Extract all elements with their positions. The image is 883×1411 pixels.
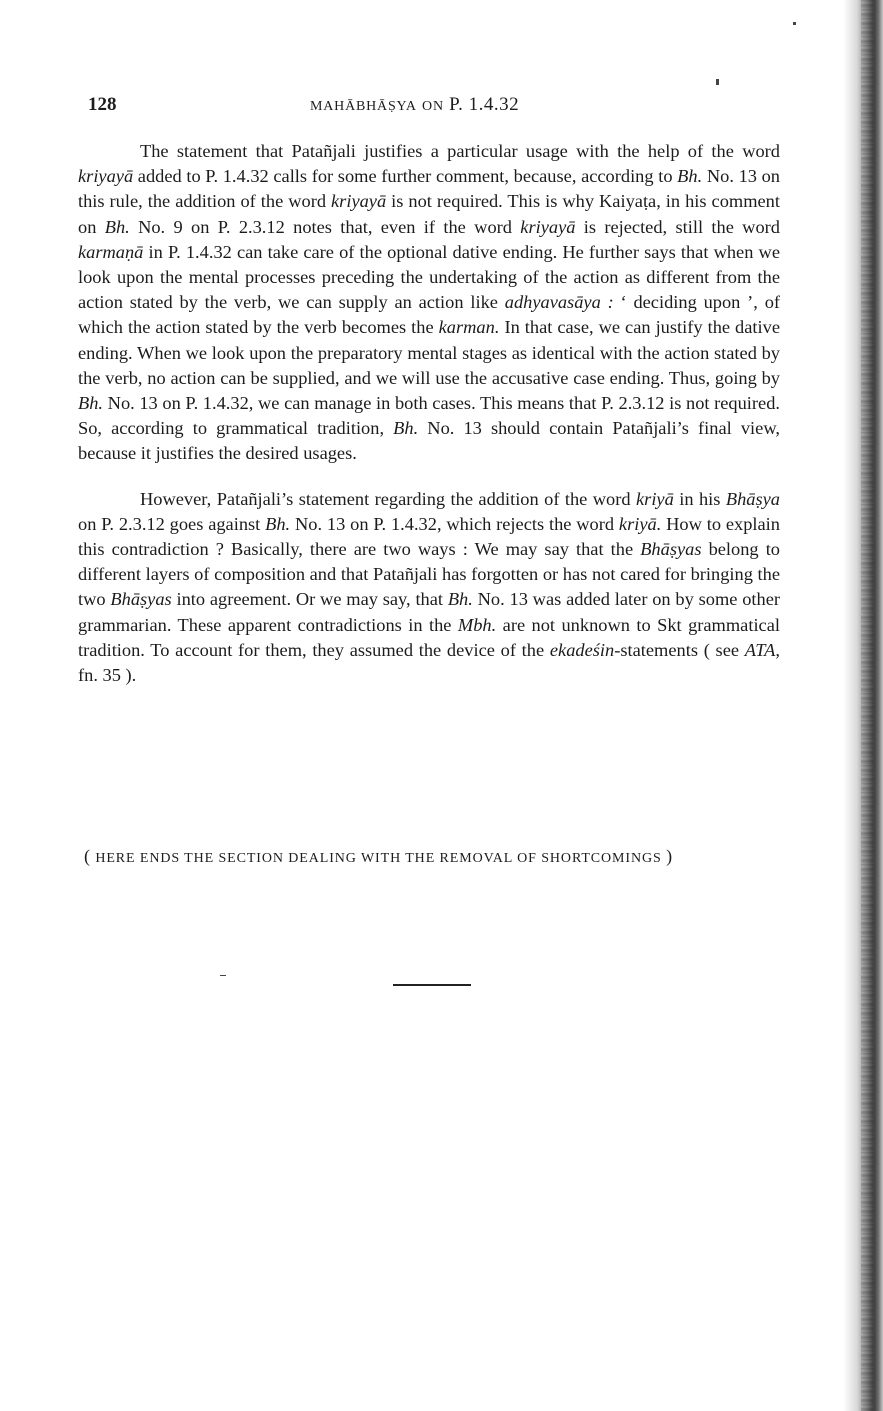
- text-run: are not unknown to Skt grammatical tradition. To account for them, they assumed the device of the: [78, 614, 780, 660]
- page-number: 128: [88, 94, 117, 115]
- text-run: No. 13 on P. 1.4.32, which rejects the word: [290, 513, 619, 534]
- running-head-title: MAHĀBHĀṢYA: [310, 99, 417, 114]
- section-end-note: [84, 846, 784, 867]
- running-head-reference: P. 1.4.32: [449, 94, 520, 115]
- italic-text: ATA,: [744, 639, 780, 660]
- close-paren: ): [666, 846, 673, 866]
- text-run: added to P. 1.4.32 calls for some further comment, because, according to: [133, 166, 678, 187]
- body-text: [78, 139, 780, 688]
- text-run: on P. 2.3.12 goes against: [78, 513, 266, 534]
- page-header: [80, 94, 780, 118]
- text-run: No. 9 on P. 2.3.12 notes that, even if the word: [129, 216, 521, 237]
- italic-text: kriyā: [636, 488, 674, 509]
- running-head-on: ON: [422, 99, 444, 114]
- text-run: No. 13 on P. 1.4.32, we can manage in both cases. This means that P. 2.3.12 is not required. So, according to grammatical tradition,: [78, 393, 780, 439]
- italic-text: Bhāṣyas: [110, 589, 172, 610]
- text-run: How to explain this contradiction ? Basically, there are two ways : We may say that the: [78, 513, 780, 560]
- end-rule: [393, 984, 471, 986]
- italic-text: kriyayā: [331, 191, 387, 212]
- italic-text: Bh.: [265, 513, 291, 534]
- italic-text: adhyavasāya :: [504, 292, 614, 313]
- open-paren: (: [84, 846, 91, 866]
- italic-text: Mbh.: [457, 614, 497, 635]
- italic-text: karman.: [438, 317, 500, 338]
- italic-text: Bh.: [677, 166, 703, 187]
- text-run: is rejected, still the word: [575, 216, 780, 237]
- section-end-text: HERE ENDS THE SECTION DEALING WITH THE REMOVAL OF SHORTCOMINGS: [95, 851, 662, 866]
- italic-text: kriyā.: [618, 513, 662, 534]
- text-run: in P. 1.4.32 can take care of the optional dative ending. He further says that when we look upon the mental processes preceding the undertaking of the action as different from the action stated by the verb, we can supply an action like: [78, 241, 780, 313]
- scan-speck: [793, 22, 796, 25]
- italic-text: Bhāṣya: [725, 488, 780, 509]
- italic-text: Bh.: [393, 418, 419, 439]
- italic-text: Bh.: [78, 393, 104, 414]
- italic-text: ekadeśin: [549, 639, 615, 660]
- text-run: ‘ deciding upon ’, of which the action stated by the verb becomes the: [78, 292, 781, 338]
- italic-text: Bh.: [104, 216, 130, 237]
- text-run: belong to different layers of composition and that Patañjali has forgotten or has not cared for bringing the two: [78, 539, 780, 610]
- scan-speck: [716, 79, 719, 85]
- text-run: fn. 35 ).: [78, 665, 137, 686]
- scan-speck: [220, 975, 226, 976]
- text-run: In that case, we can justify the dative ending. When we look upon the preparatory mental stages as identical with the action stated by the verb, no action can be supplied, and we will use the accusative case ending. Thus, going by: [78, 317, 780, 388]
- italic-text: Bh.: [447, 589, 473, 610]
- italic-text: karmaṇā: [78, 241, 144, 262]
- italic-text: kriyayā: [78, 166, 134, 187]
- italic-text: kriyayā: [520, 216, 576, 237]
- text-run: No. 13 on this rule, the addition of the word: [78, 166, 780, 212]
- running-head: [310, 94, 519, 116]
- paragraph: [78, 139, 780, 467]
- text-run: into agreement. Or we may say, that: [171, 589, 448, 610]
- text-run: in his: [673, 488, 726, 509]
- paragraph: [78, 487, 780, 689]
- text-run: -statements ( see: [614, 639, 745, 660]
- text-run: is not required. This is why Kaiyaṭa, in his comment on: [78, 191, 780, 237]
- scan-edge-texture: [861, 0, 873, 1411]
- text-run: The statement that Patañjali justifies a particular usage with the help of the word: [140, 141, 780, 161]
- italic-text: Bhāṣyas: [640, 539, 702, 560]
- text-run: No. 13 was added later on by some other grammarian. These apparent contradictions in the: [78, 589, 780, 635]
- text-run: No. 13 should contain Patañjali’s final view, because it justifies the desired usages.: [78, 418, 780, 464]
- text-run: However, Patañjali’s statement regarding the addition of the word: [140, 488, 636, 509]
